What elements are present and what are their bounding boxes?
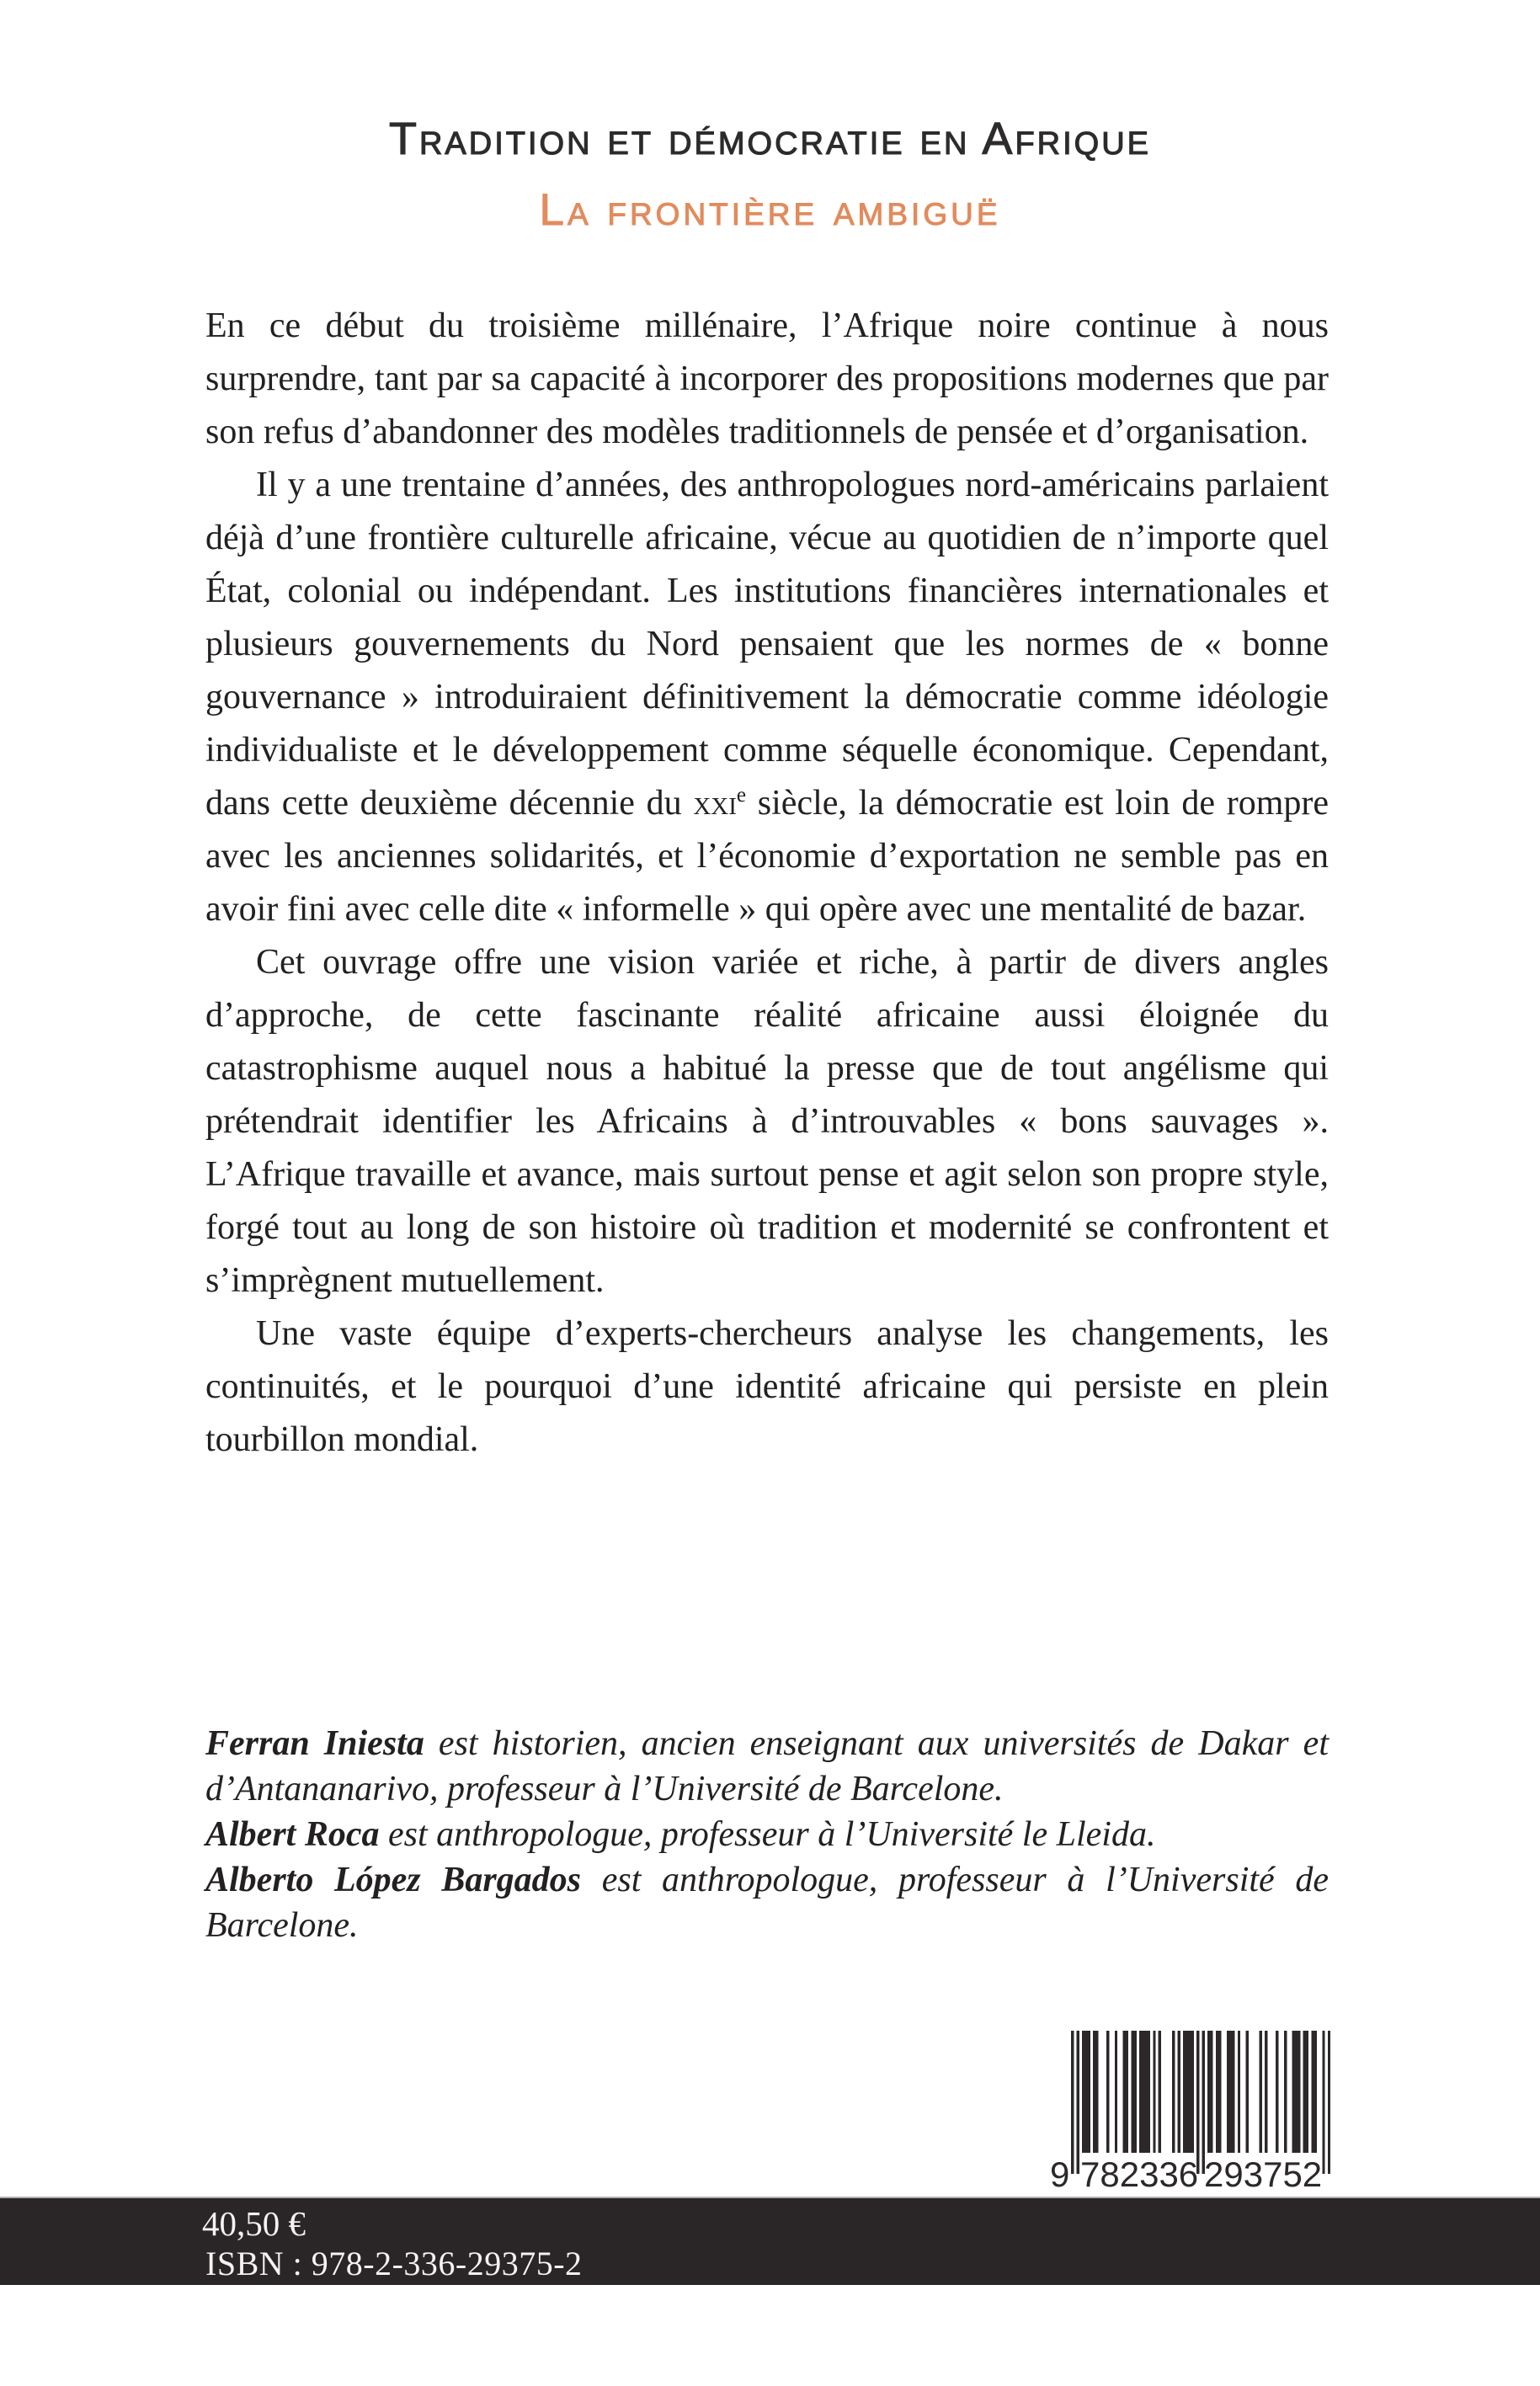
paragraph-text: siècle, la démocratie est loin de rompre avec les anciennes solidarités, et l’économie d’exportation ne semble pas en avoir fini avec celle dite « informelle » qui opère avec une mentalité de bazar. bbox=[205, 784, 1329, 929]
author-bio bbox=[205, 1812, 1329, 1857]
author-bio-text: est anthropologue, professeur à l’Université le Lleida. bbox=[379, 1815, 1156, 1854]
barcode-digit: 7 bbox=[1263, 2154, 1283, 2194]
price-label: 40,50 € bbox=[202, 2204, 306, 2243]
book-title: Tradition et démocratie en Afrique bbox=[388, 114, 1152, 164]
roman-numeral: xxi bbox=[693, 784, 737, 823]
barcode-digits-right bbox=[1204, 2154, 1323, 2194]
synopsis-paragraph bbox=[205, 459, 1329, 936]
author-name: Albert Roca bbox=[205, 1815, 380, 1854]
author-bio bbox=[205, 1721, 1329, 1812]
barcode-digits-left bbox=[1080, 2154, 1199, 2194]
barcode-digit: 6 bbox=[1178, 2154, 1199, 2194]
barcode-digit-lead: 9 bbox=[1050, 2154, 1070, 2194]
synopsis-paragraph: Une vaste équipe d’experts-chercheurs analyse les changements, les continuités, et le pourquoi d’une identité africaine qui persiste en plein tourbillon mondial. bbox=[205, 1314, 1329, 1459]
isbn-label: ISBN : 978-2-336-29375-2 bbox=[205, 2245, 583, 2282]
barcode-digit: 8 bbox=[1100, 2154, 1120, 2194]
paragraph-text: Il y a une trentaine d’années, des anthropologues nord-américains parlaient déjà d’une frontière culturelle africaine, vécue au quotidien de n’importe quel État, colonial ou indépendant. Les institutions financières internationales et plusieurs gouvernements du Nord pensaient que les normes de « bonne gouvernance » introduiraient définitivement la démocratie comme idéologie individualiste et le développement comme séquelle économique. Cependant, dans cette deuxième décennie du bbox=[205, 466, 1329, 823]
author-name: Alberto López Bargados bbox=[205, 1861, 582, 1899]
synopsis-paragraph: Cet ouvrage offre une vision variée et riche, à partir de divers angles d’approche, de cette fascinante réalité africaine aussi éloignée du catastrophisme auquel nous a habitué la presse que de tout angélisme qui prétendrait identifier les Africains à d’introuvables « bons sauvages ». L’Afrique travaille et avance, mais surtout pense et agit selon son propre style, forgé tout au long de son histoire où tradition et modernité se confrontent et s’imprègnent mutuellement. bbox=[205, 943, 1329, 1300]
barcode-digit: 2 bbox=[1302, 2154, 1323, 2194]
price-isbn-band bbox=[0, 2197, 1540, 2285]
barcode-digit: 3 bbox=[1243, 2154, 1264, 2194]
barcode-digit: 3 bbox=[1139, 2154, 1159, 2194]
author-bio-text: est anthropologue, professeur à l’Université de Barcelone. bbox=[205, 1861, 1329, 1945]
book-subtitle: La frontière ambiguë bbox=[539, 185, 1001, 235]
ean13-barcode bbox=[1050, 2031, 1336, 2195]
barcode-digit: 7 bbox=[1080, 2154, 1100, 2194]
barcode-digit: 3 bbox=[1159, 2154, 1179, 2194]
barcode-bars bbox=[1071, 2031, 1330, 2174]
author-name: Ferran Iniesta bbox=[205, 1724, 424, 1763]
synopsis bbox=[205, 300, 1329, 1467]
author-bio bbox=[205, 1857, 1329, 1948]
synopsis-paragraph: En ce début du troisième millénaire, l’Afrique noire continue à nous surprendre, tant par sa capacité à incorporer des propositions modernes que par son refus d’abandonner des modèles traditionnels de pensée et d’organisation. bbox=[205, 306, 1329, 451]
barcode-digit: 2 bbox=[1119, 2154, 1140, 2194]
barcode-digit: 2 bbox=[1204, 2154, 1224, 2194]
ordinal-superscript: e bbox=[736, 784, 747, 807]
author-bios bbox=[205, 1721, 1329, 1948]
barcode-digit: 9 bbox=[1223, 2154, 1244, 2194]
author-bio-text: est historien, ancien enseignant aux universités de Dakar et d’Antananarivo, professeur à l’Université de Barcelone. bbox=[205, 1724, 1329, 1808]
barcode-digit: 5 bbox=[1282, 2154, 1303, 2194]
